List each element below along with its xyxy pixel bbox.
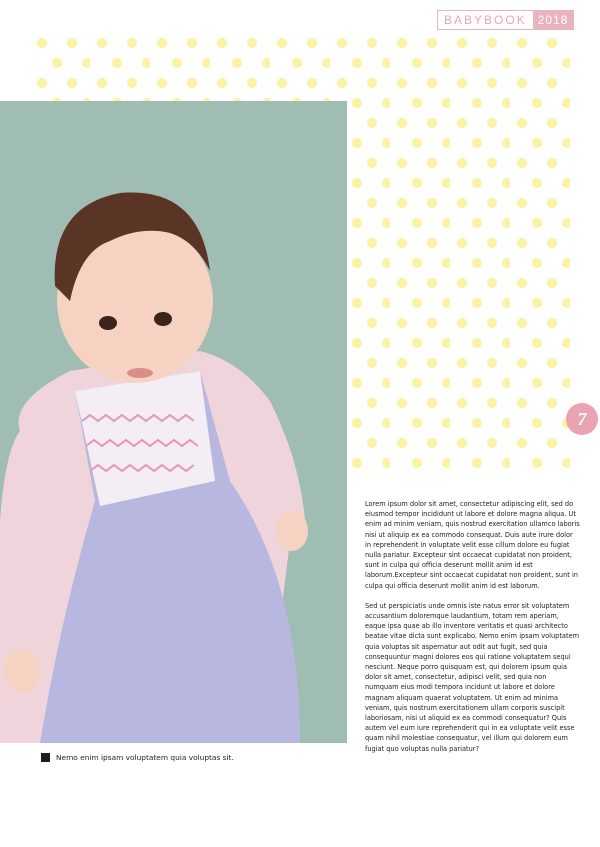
header-tag [437,10,574,30]
article-body [365,499,580,764]
baby-photo [0,101,347,743]
body-paragraph-2: Sed ut perspiciatis unde omnis iste natus error sit voluptatem accusantium doloremque laudantium, totam rem aperiam, eaque ipsa quae ab illo inventore veritatis et quasi architecto beatae vitae dicta sunt explicabo. Nemo enim ipsam voluptatem quia voluptas sit aspernatur aut odit aut fugit, sed quia consequuntur magni dolores eos qui ratione voluptatem sequi nesciunt. Neque porro quisquam est, qui dolorem ipsum quia dolor sit amet, consectetur, adipisci velit, sed quia non numquam eius modi tempora incidunt ut labore et dolore magnam aliquam quaerat voluptatem. Ut enim ad minima veniam, quis nostrum exercitationem ullam corporis suscipit laboriosam, nisi ut aliquid ex ea commodi consequatur? Quis autem vel eum iure reprehenderit qui in ea voluptate velit esse quam nihil molestiae consequatur, vel illum qui dolorem eum fugiat quo voluptas nulla pariatur? [365,601,580,753]
body-paragraph-1: Lorem ipsum dolor sit amet, consectetur adipiscing elit, sed do eiusmod tempor incididunt ut labore et dolore magna aliqua. Ut enim ad minim veniam, quis nostrud exercitation ullamco laboris nisi ut aliquip ex ea commodo consequat. Duis aute irure dolor in reprehenderit in voluptate velit esse cillum dolore eu fugiat nulla pariatur. Excepteur sint occaecat cupidatat non proident, sunt in culpa qui officia deserunt mollit anim id est laborum.Excepteur sint occaecat cupidatat non proident, sunt in culpa qui officia deserunt mollit anim id est laborum. [365,500,580,590]
caption-text: Nemo enim ipsam voluptatem quia voluptas sit. [56,753,234,762]
year-badge: 2018 [533,11,574,29]
photo-caption [41,753,234,762]
brand-title: BABYBOOK [438,11,533,29]
page-number-badge: 7 [566,403,598,435]
caption-square-icon [41,753,50,762]
